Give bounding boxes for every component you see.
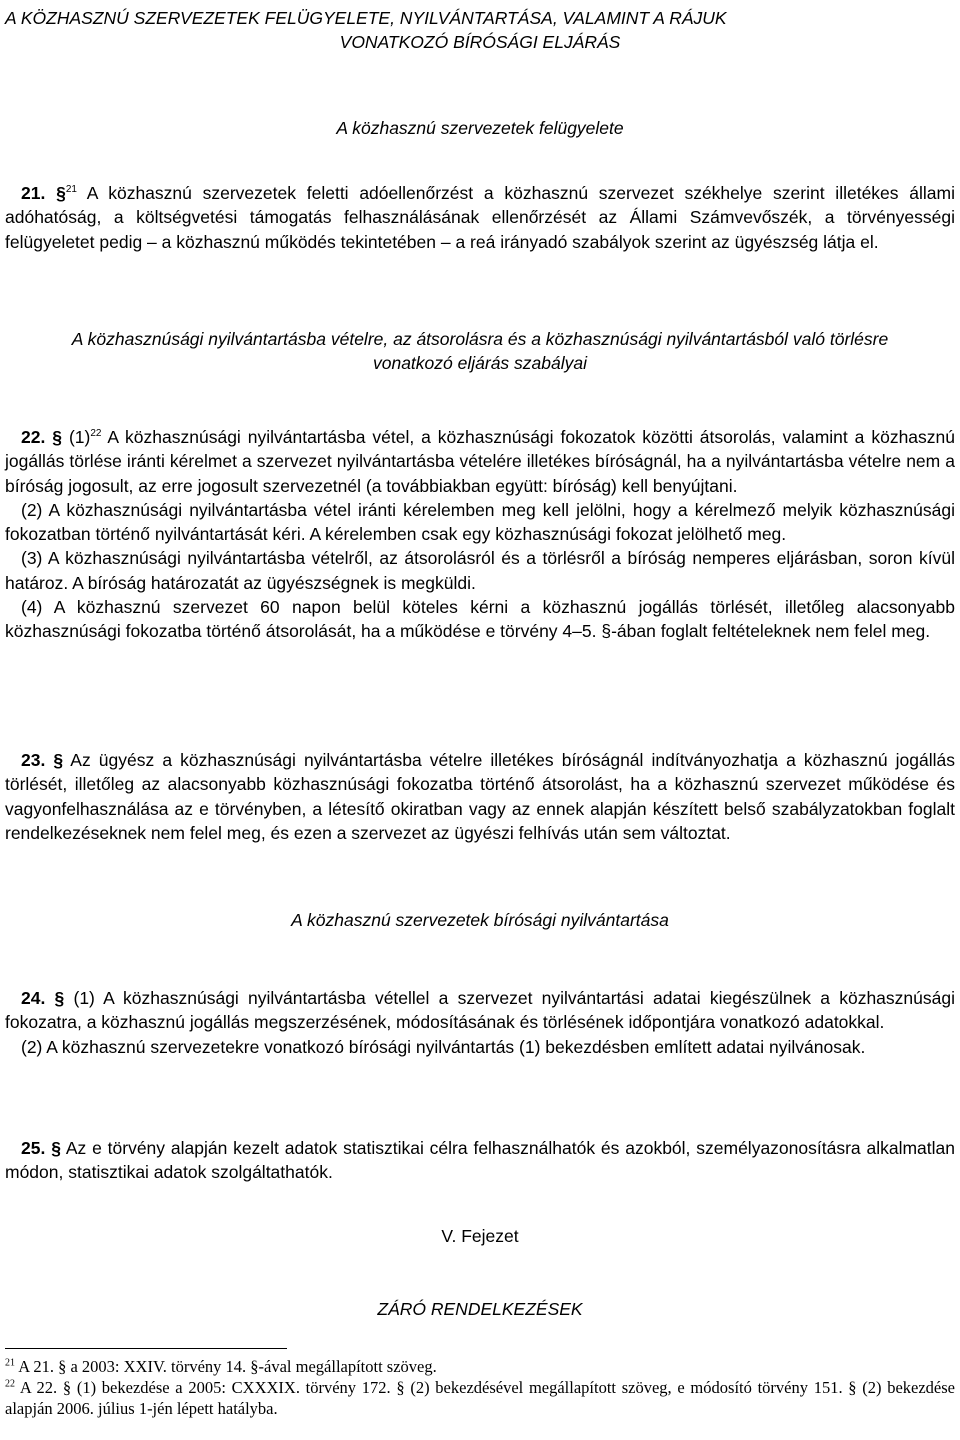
- subsection-4: (4) A közhasznú szervezet 60 napon belül köteles kérni a közhasznú jogállás törlését, illetőleg alacsonyabb közhasznúsági fokozatba történő átsorolását, ha a működése e törvény 4–5. §-ában foglalt feltételeknek nem felel meg.: [5, 597, 955, 642]
- section-heading-registration: A közhasznúsági nyilvántartásba vételre, az átsorolásra és a közhasznúsági nyilvántartásból való törlésre vonatkozó eljárás szabályai: [71, 329, 889, 374]
- chapter-title-line2: VONATKOZÓ BÍRÓSÁGI ELJÁRÁS: [339, 32, 621, 53]
- chapter-number: V. Fejezet: [441, 1226, 519, 1246]
- subsection-1-text: (1) A közhasznúsági nyilvántartásba vétellel a szervezet nyilvántartási adatai kiegészülnek a közhasznúsági fokozatra, a közhasznú jogállás megszerzésének, módosításának és törlésének időpontjára vonatkozó adatokkal.: [5, 988, 955, 1033]
- paragraph-22: [5, 425, 955, 644]
- paragraph-25: [5, 1136, 955, 1185]
- section-sign: §: [53, 750, 64, 770]
- paragraph-number: 24.: [21, 988, 46, 1008]
- subsection-2: (2) A közhasznú szervezetekre vonatkozó bírósági nyilvántartás (1) bekezdésben említett adatai nyilvánosak.: [21, 1036, 866, 1057]
- section-sign: §: [51, 1138, 61, 1158]
- paragraph-text: A közhasznú szervezetek feletti adóellenőrzést a közhasznú szervezet székhelye szerint illetékes állami adóhatóság, a költségvetési támogatás felhasználásának ellenőrzését az Állami Számvevőszék, a törvényességi felügyeletet pedig – a közhasznú működés tekintetében – a reá irányadó szabályok szerint az ügyészség látja el.: [5, 183, 955, 252]
- section-sign: §: [54, 988, 65, 1008]
- section-heading-court-register: A közhasznú szervezetek bírósági nyilvántartása: [291, 910, 669, 930]
- footnote-divider: [5, 1348, 287, 1349]
- footnote-text: A 21. § a 2003: XXIV. törvény 14. §-ával megállapított szöveg.: [18, 1357, 437, 1376]
- footnote-ref[interactable]: 22: [90, 428, 102, 440]
- footnote-mark: 22: [5, 1378, 15, 1390]
- paragraph-text: Az ügyész a közhasznúsági nyilvántartásba vételre illetékes bíróságnál indítványozhatja a közhasznú jogállás törlését, illetőleg az alacsonyabb közhasznúsági fokozatba történő átsorolást, ha a közhasznú szervezet működése és vagyonfelhasználása az e törvényben, a létesítő okiratban vagy az ennek alapján készített belső szabályzatokban foglalt rendelkezéseknek nem felel meg, és ezen a szervezet az ügyészi felhívás után sem változtat.: [5, 750, 955, 843]
- paragraph-23: [5, 748, 955, 845]
- footnotes: [5, 1348, 955, 1419]
- chapter-title-closing: ZÁRÓ RENDELKEZÉSEK: [377, 1299, 583, 1319]
- paragraph-24: [5, 986, 955, 1059]
- paragraph-number: 25.: [21, 1138, 46, 1158]
- chapter-title: [5, 6, 955, 55]
- paragraph-text: Az e törvény alapján kezelt adatok statisztikai célra felhasználhatók és azokból, személyazonosításra alkalmatlan módon, statisztikai adatok szolgáltathatók.: [5, 1138, 955, 1183]
- subsection-1-text: A közhasznúsági nyilvántartásba vétel, a közhasznúsági fokozatok közötti átsorolás, valamint a közhasznú jogállás törlése iránti kérelmet a szervezet nyilvántartásba vételére illetékes bíróságnál, ha a nyilvántartásba vételre nem a bíróság jogosult, az erre jogosult szervezetnél (a továbbiakban együtt: bíróság) kell benyújtani.: [5, 427, 955, 496]
- paragraph-number: 21.: [21, 183, 46, 203]
- footnote-ref[interactable]: 21: [65, 184, 77, 196]
- footnote-22: [5, 1377, 955, 1419]
- paragraph-number: 23.: [21, 750, 46, 770]
- chapter-title-line1: A KÖZHASZNÚ SZERVEZETEK FELÜGYELETE, NYILVÁNTARTÁSA, VALAMINT A RÁJUK: [5, 8, 727, 28]
- subsection-label: (1): [68, 427, 91, 447]
- subsection-2: (2) A közhasznúsági nyilvántartásba vétel iránti kérelemben meg kell jelölni, hogy a kérelmező melyik közhasznúsági fokozatban történő nyilvántartását kéri. A kérelemben csak egy közhasznúsági fokozat jelölhető meg.: [5, 499, 955, 545]
- section-sign: §: [56, 183, 66, 203]
- footnote-text: A 22. § (1) bekezdése a 2005: CXXXIX. törvény 172. § (2) bekezdésével megállapított szöveg, e módosító törvény 151. § (2) bekezdése alapján 2006. július 1-jén lépett hatályba.: [5, 1378, 955, 1418]
- paragraph-21: [5, 181, 955, 254]
- paragraph-number: 22.: [21, 427, 46, 447]
- footnote-mark: 21: [5, 1357, 15, 1369]
- subsection-3: (3) A közhasznúsági nyilvántartásba vételről, az átsorolásról és a törlésről a bíróság nemperes eljárásban, soron kívül határoz. A bíróság határozatát az ügyészségnek is megküldi.: [5, 548, 955, 593]
- section-sign: §: [52, 427, 62, 447]
- footnote-21: [5, 1356, 955, 1377]
- section-heading-supervision: A közhasznú szervezetek felügyelete: [336, 118, 624, 138]
